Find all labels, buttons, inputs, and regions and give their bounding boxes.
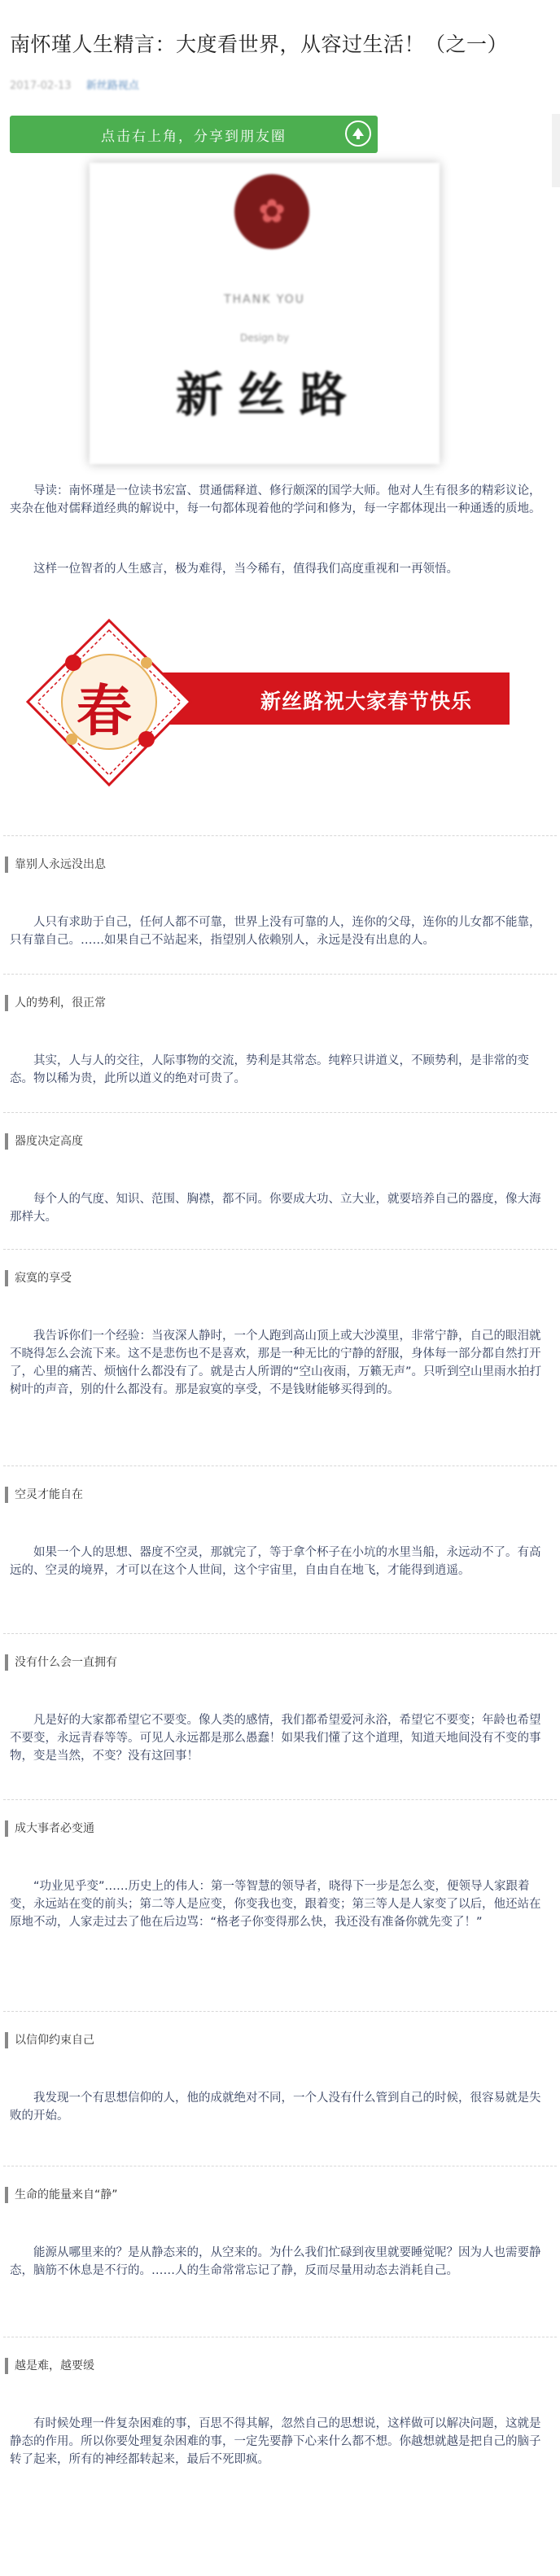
logo-icon: ✿ [234,174,309,249]
section-body: 我告诉你们一个经验：当夜深人静时，一个人跑到高山顶上或大沙漠里，非常宁静，自己的眼泪就不晓得怎么会流下来。这不是悲伤也不是喜欢，那是一种无比的宁静的舒服，身体每一部分都自然打开了，心里的痛苦、烦恼什么都没有了。就是古人所谓的“空山夜雨，万籁无声”。只听到空山里雨水拍打树叶的声音，别的什么都没有。那是寂寞的享受，不是钱财能够买得到的。 [10,1330,542,1396]
section-heading: 成大事者必变通 [5,1820,94,1837]
section-body: 我发现一个有思想信仰的人，他的成就绝对不同，一个人没有什么管到自己的时候，很容易就是失败的开始。 [10,2092,541,2123]
thanks-image [90,163,440,464]
intro-paragraph: 这样一位智者的人生感言，极为难得，当今稀有，值得我们高度重视和一再领悟。 [33,563,458,576]
brush-calligraphy: 新丝路 [175,367,361,423]
section-body: 如果一个人的思想、器度不空灵，那就完了，等于拿个杯子在小坑的水里当船，永远动不了。有高远的、空灵的境界，才可以在这个人世间，这个宇宙里，自由自在地飞，才能得到逍遥。 [10,1546,541,1577]
section-heading: 器度决定高度 [5,1133,83,1150]
section-heading: 人的势利，很正常 [5,995,106,1011]
section-heading: 以信仰约束自己 [5,2032,94,2048]
spring-character: 春 [77,679,133,744]
source-link[interactable]: 新丝路视点 [85,80,139,92]
banner-text: 新丝路祝大家春节快乐 [260,690,473,713]
section-heading: 没有什么会一直拥有 [5,1654,117,1671]
article-meta [10,77,139,92]
section-body: 其实，人与人的交往，人际事物的交流，势利是其常态。纯粹只讲道义，不顾势利，是非常的变态。物以稀为贵，此所以道义的绝对可贵了。 [10,1054,529,1085]
share-button-label: 点击右上角，分享到朋友圈 [101,128,287,145]
side-strip [552,114,560,187]
thanks-subcaption: Design by [240,332,289,344]
intro-paragraph: 导读：南怀瑾是一位读书宏富、贯通儒释道、修行颇深的国学大师。他对人生有很多的精彩议论，夹杂在他对儒释道经典的解说中，每一句都体现着他的学问和修为，每一字都体现出一种通透的质地。 [10,484,541,515]
section-body: 凡是好的大家都希望它不要变。像人类的感情，我们都希望爱河永浴，希望它不要变；年龄也希望不要变，永远青春等等。可见人永远都是那么愚蠢！如果我们懂了这个道理，知道天地间没有不变的事物，变是当然，不变？没有这回事！ [10,1714,541,1763]
section-body: 有时候处理一件复杂困难的事，百思不得其解，忽然自己的思想说，这样做可以解决问题，这就是静态的作用。所以你要处理复杂困难的事，一定先要静下心来什么都不想。你越想就越是把自己的脑子转了起来，所有的神经都转起来，最后不死即疯。 [10,2417,541,2466]
share-button[interactable] [10,116,378,153]
thanks-caption: THANK YOU [224,293,305,306]
section-body: 每个人的气度、知识、范围、胸襟，都不同。你要成大功、立大业，就要培养自己的器度，像大海那样大。 [10,1193,541,1224]
section-heading: 寂寞的享受 [5,1270,72,1286]
article-title: 南怀瑾人生精言：大度看世界，从容过生活！（之一） [10,33,509,56]
up-arrow-icon [345,120,371,147]
section-heading: 生命的能量来自“静” [5,2187,118,2203]
section-body: 能源从哪里来的？是从静态来的，从空来的。为什么我们忙碌到夜里就要睡觉呢？因为人也需要静态，脑筋不休息是不行的。……人的生命常常忘记了静，反而尽量用动态去消耗自己。 [10,2246,541,2277]
section-body: 人只有求助于自己，任何人都不可靠，世界上没有可靠的人，连你的父母，连你的儿女都不能靠，只有靠自己。……如果自己不站起来，指望别人依赖别人，永远是没有出息的人。 [10,916,541,947]
section-heading: 越是难，越要缓 [5,2358,94,2374]
spring-festival-banner [24,617,510,790]
section-heading: 靠别人永远没出息 [5,856,106,873]
publish-date: 2017-02-13 [10,80,72,92]
section-body: “功业见乎变”……历史上的伟人：第一等智慧的领导者，晓得下一步是怎么变，便领导人家跟着变，永远站在变的前头；第二等人是应变，你变我也变，跟着变；第三等人是人家变了以后，他还站在原地不动，人家走过去了他在后边骂：“格老子你变得那么快，我还没有准备你就先变了！” [10,1880,541,1929]
section-heading: 空灵才能自在 [5,1487,83,1503]
